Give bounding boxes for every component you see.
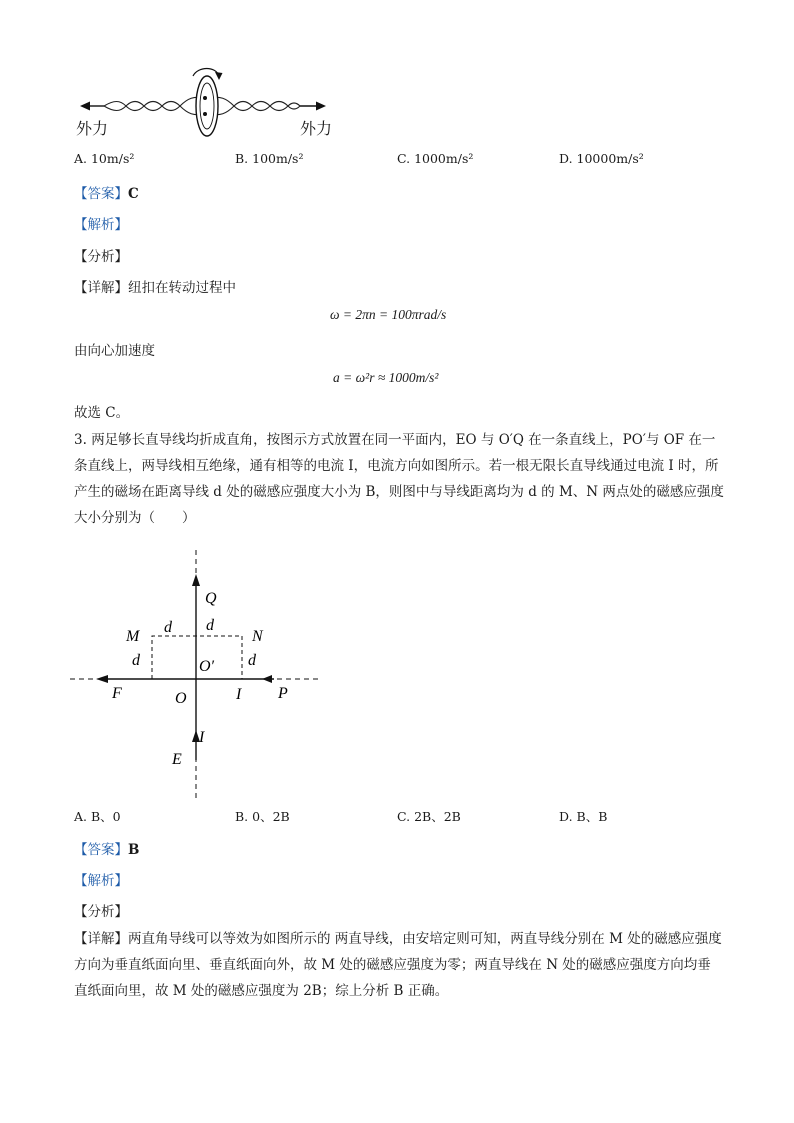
- answer-line: [74, 182, 139, 202]
- label-I-right: I: [236, 686, 242, 703]
- jiexi-tag: 【解析】: [74, 217, 128, 233]
- formula-omega: ω = 2πn = 100πrad/s: [330, 307, 447, 322]
- answer-value: C: [128, 186, 139, 202]
- label-E: E: [172, 751, 182, 768]
- label-d-top-left: d: [164, 619, 172, 636]
- centripetal-line: 由向心加速度: [74, 343, 155, 359]
- q3-answer-tag: 【答案】: [74, 842, 128, 858]
- option-c: C. 1000m/s²: [397, 151, 474, 166]
- option-d: D. 10000m/s²: [559, 151, 644, 166]
- label-Q: Q: [205, 590, 217, 607]
- q3-option-d: D. B、B: [559, 809, 608, 824]
- label-M: M: [126, 628, 140, 645]
- xiangjie-text: 纽扣在转动过程中: [128, 280, 236, 296]
- xiangjie-tag: 【详解】: [74, 280, 128, 296]
- label-F: F: [112, 685, 122, 702]
- question-text: 两足够长直导线均折成直角，按图示方式放置在同一平面内，EO 与 O′Q 在一条直线上，PO′与 OF 在一条直线上，两导线相互绝缘，通有相等的电流 I，电流方向如图所示。若一根无限长直导线通过电流 I 时，所产生的磁场在距离导线 d 处的磁感应强度大小为 B，则图中与导线距离均为 d 的 M、N 两点处的磁感应强度大小分别为（ ）: [74, 432, 724, 526]
- label-d-right: d: [248, 652, 256, 669]
- wire-figure: [66, 548, 326, 803]
- q3-jiexi-tag: 【解析】: [74, 873, 128, 889]
- q3-answer-line: [74, 838, 139, 858]
- answer-tag: 【答案】: [74, 186, 128, 202]
- question-3-stem: [74, 427, 724, 531]
- force-label-left: 外力: [76, 119, 109, 138]
- label-I-bottom: I: [199, 729, 205, 746]
- label-d-top-right: d: [206, 617, 214, 634]
- label-O-prime: O′: [199, 658, 215, 675]
- q3-xiangjie-tag: 【详解】: [74, 931, 128, 947]
- option-a: A. 10m/s²: [74, 151, 135, 166]
- formula-acceleration: a = ω²r ≈ 1000m/s²: [333, 370, 439, 385]
- label-d-left: d: [132, 652, 140, 669]
- conclusion: 故选 C。: [74, 405, 130, 421]
- q3-fenxi-tag: 【分析】: [74, 904, 128, 920]
- fenxi-tag: 【分析】: [74, 249, 128, 265]
- force-label-right: 外力: [300, 119, 333, 138]
- label-P: P: [278, 685, 288, 702]
- option-b: B. 100m/s²: [235, 151, 304, 166]
- q3-option-b: B. 0、2B: [235, 809, 290, 824]
- q3-xiangjie-text: 两直角导线可以等效为如图所示的 两直导线，由安培定则可知，两直导线分别在 M 处的磁感应强度方向为垂直纸面向里、垂直纸面向外，故 M 处的磁感应强度为零；两直导线在 N 处的磁感应强度方向均垂直纸面向里，故 M 处的磁感应强度为 2B；综上分析 B 正确。: [74, 931, 722, 999]
- q3-answer-value: B: [128, 842, 140, 858]
- q3-xiangjie: [74, 926, 724, 1004]
- q3-option-c: C. 2B、2B: [397, 809, 461, 824]
- label-N: N: [252, 628, 263, 645]
- q3-option-a: A. B、0: [74, 809, 121, 824]
- xiangjie-line: [74, 276, 236, 296]
- label-O: O: [175, 690, 187, 707]
- question-number: 3.: [74, 432, 87, 448]
